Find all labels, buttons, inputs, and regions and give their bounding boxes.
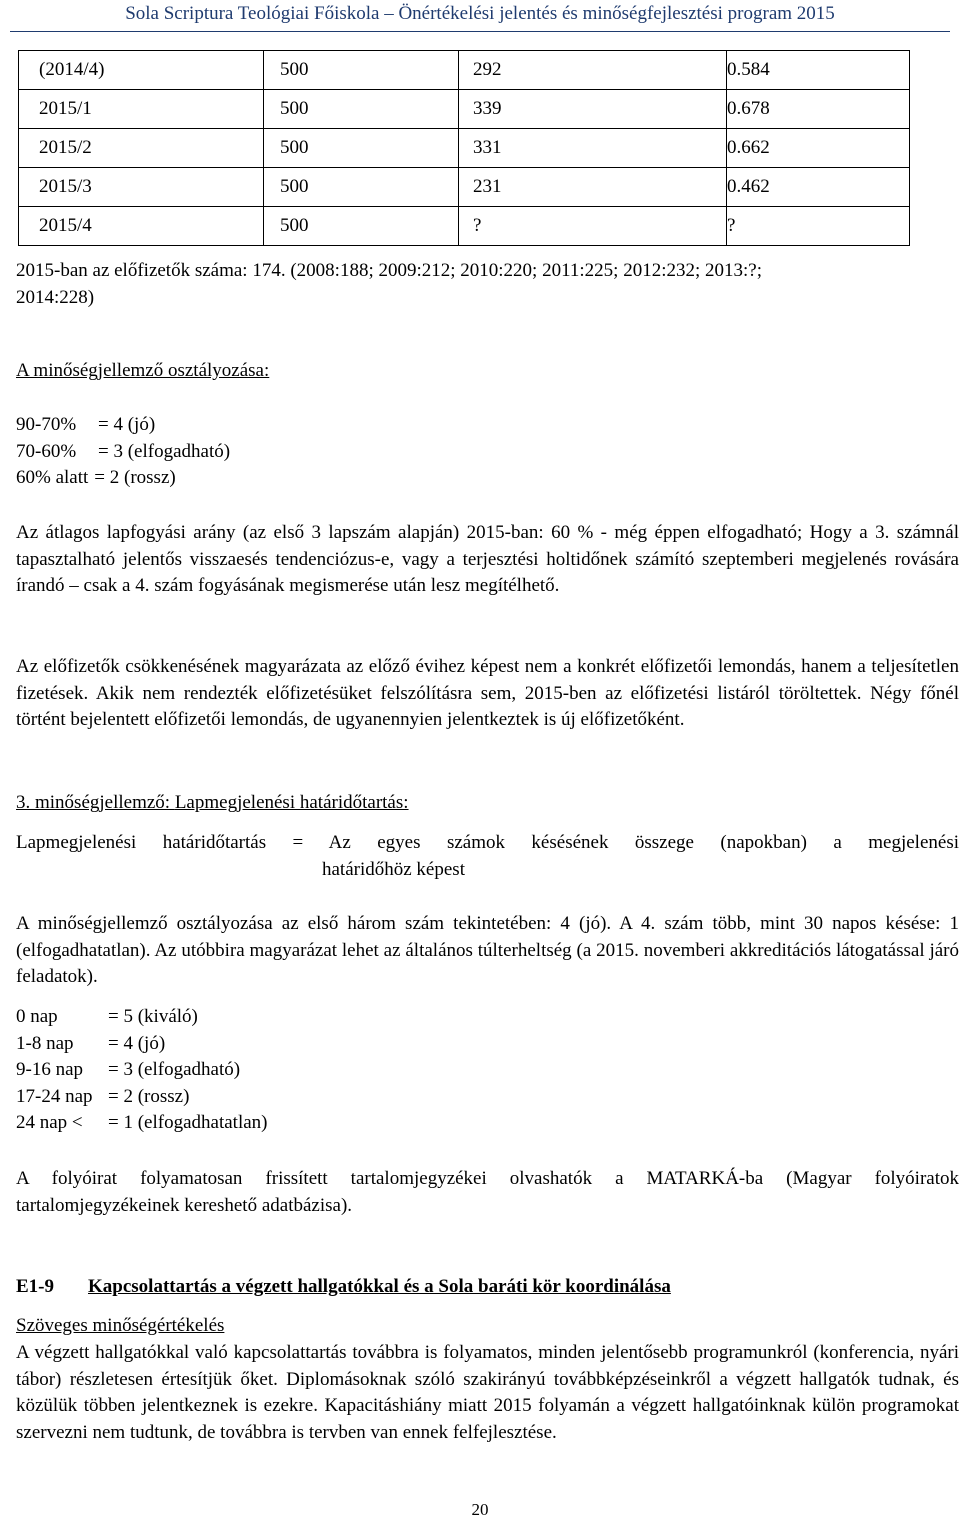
table-cell: 2015/3 — [19, 168, 264, 207]
grading-range: 60% alatt — [16, 467, 89, 488]
grading-scale-1 — [16, 412, 959, 492]
table-cell: 2015/2 — [19, 129, 264, 168]
page-number: 20 — [471, 1500, 489, 1519]
grading-range: 17-24 nap — [16, 1085, 93, 1107]
section-3-name: Lapmegjelenési határidőtartás: — [174, 792, 409, 813]
grading-grade: = 3 (elfogadható) — [98, 440, 231, 462]
subscriber-line: 2014:228) — [16, 286, 95, 308]
grading-grade: = 4 (jó) — [98, 414, 156, 435]
table-cell: ? — [459, 207, 727, 246]
grading-range: 9-16 nap — [16, 1059, 84, 1080]
section-e1-9-heading — [16, 1274, 671, 1300]
sales-table — [18, 50, 910, 246]
table-cell: 331 — [459, 129, 727, 168]
page-header: Sola Scriptura Teológiai Főiskola – Önértékelési jelentés és minőségfejlesztési program 2015 — [125, 3, 835, 24]
table-row — [19, 90, 910, 129]
textual-evaluation-title-text: Szöveges minőségértékelés — [16, 1315, 225, 1336]
table-cell: 500 — [264, 207, 459, 246]
table-cell: 339 — [459, 90, 727, 129]
table-cell: 500 — [264, 90, 459, 129]
table-cell: 500 — [264, 168, 459, 207]
table-row — [19, 168, 910, 207]
grading-grade: = 1 (elfogadhatatlan) — [108, 1112, 268, 1133]
table-cell: 0.584 — [727, 51, 910, 90]
table-row — [19, 51, 910, 90]
grading-grade: = 3 (elfogadható) — [108, 1059, 241, 1080]
grading-grade: = 2 (rossz) — [94, 467, 176, 488]
table-cell: 2015/1 — [19, 90, 264, 129]
definition — [16, 830, 959, 883]
grading-range: 70-60% — [16, 440, 77, 462]
table-cell: 231 — [459, 168, 727, 207]
section-3-prefix: 3. minőségjellemző: — [16, 792, 175, 813]
table-cell: (2014/4) — [19, 51, 264, 90]
grading-grade: = 2 (rossz) — [108, 1085, 190, 1107]
grading-row — [16, 1084, 959, 1111]
textual-evaluation-title — [16, 1313, 959, 1340]
grading-range: 24 nap < — [16, 1112, 83, 1133]
table-cell: ? — [727, 207, 910, 246]
grading-range: 1-8 nap — [16, 1032, 74, 1054]
definition-line: Lapmegjelenési határidőtartás = Az egyes számok késésének összege (napokban) a megjelenési — [16, 832, 959, 853]
paragraph-average-rate: Az átlagos lapfogyási arány (az első 3 lapszám alapján) 2015-ban: 60 % - még éppen elfogadható; Hogy a 3. számnál tapasztalható jelentős visszaesés tendenciózus-e, vagy a terjesztési holtidőnek számító szeptemberi megjelenés rovására írandó – csak a 4. szám fogyásának megismerése után lesz megítélhető. — [16, 522, 959, 596]
paragraph-alumni: A végzett hallgatókkal való kapcsolattartás továbbra is folyamatos, minden jelentősebb programunkról (konferencia, nyári tábor) részletesen értesítjük őket. Diplomásoknak szóló szakirányú továbbképzéseinkről a végzett hallgatók tudnak, és közülük többen jelentkeznek is ezekre. Kapacitáshiány miatt 2015 folyamán a végzett hallgatóinknak külön programokat szervezni nem tudtunk, de továbbra is tervben van ennek felfejlesztése. — [16, 1342, 959, 1443]
paragraph-subscriber-decline: Az előfizetők csökkenésének magyarázata az előző évihez képest nem a konkrét előfizetői lemondás, hanem a teljesítetlen fizetések. Akik nem rendezték előfizetésüket felszólításra sem, 2015-ben az előfizetési listáról töröltettek. Négy főnél történt bejelentett előfizetői lemondás, de ugyanennyien jelentkeztek is új előfizetőként. — [16, 656, 959, 730]
table-cell: 500 — [264, 129, 459, 168]
section-title: Kapcsolattartás a végzett hallgatókkal és a Sola baráti kör koordinálása — [88, 1276, 671, 1297]
grading-grade: = 4 (jó) — [108, 1032, 166, 1054]
table-cell: 2015/4 — [19, 207, 264, 246]
grading-title-text: A minőségjellemző osztályozása: — [16, 360, 270, 381]
section-code: E1-9 — [16, 1276, 54, 1297]
table-cell: 500 — [264, 51, 459, 90]
grading-range: 90-70% — [16, 414, 77, 435]
definition-line: határidőhöz képest — [322, 858, 465, 880]
paragraph-grading-result: A minőségjellemző osztályozása az első három szám tekintetében: 4 (jó). A 4. szám több, mint 30 napos késése: 1 (elfogadhatatlan). Az utóbbira magyarázat lehet az általános túlterheltség (a 2015. novemberi akkreditációs látogatással járó feladatok). — [16, 913, 959, 987]
subscriber-count — [16, 258, 959, 311]
header-divider — [10, 31, 950, 32]
paragraph-matarka: A folyóirat folyamatosan frissített tartalomjegyzékei olvashatók a MATARKÁ-ba (Magyar folyóiratok tartalomjegyzékeinek kereshető adatbázisa). — [16, 1168, 959, 1216]
grading-row — [16, 1057, 959, 1084]
table-row — [19, 207, 910, 246]
grading-range: 0 nap — [16, 1006, 58, 1027]
grading-row — [16, 465, 959, 492]
grading-row — [16, 1031, 959, 1058]
subscriber-line: 2015-ban az előfizetők száma: 174. (2008:188; 2009:212; 2010:220; 2011:225; 2012:232; 2013:?; — [16, 260, 762, 281]
grading-scale-2 — [16, 1004, 959, 1137]
table-cell: 0.662 — [727, 129, 910, 168]
grading-grade: = 5 (kiváló) — [108, 1006, 198, 1027]
table-cell: 0.462 — [727, 168, 910, 207]
table-row — [19, 129, 910, 168]
section-3-title — [16, 790, 959, 817]
grading-row — [16, 439, 959, 466]
grading-row — [16, 1004, 959, 1031]
grading-row — [16, 1110, 959, 1137]
table-cell: 292 — [459, 51, 727, 90]
grading-row — [16, 412, 959, 439]
table-cell: 0.678 — [727, 90, 910, 129]
grading-title — [16, 358, 959, 385]
